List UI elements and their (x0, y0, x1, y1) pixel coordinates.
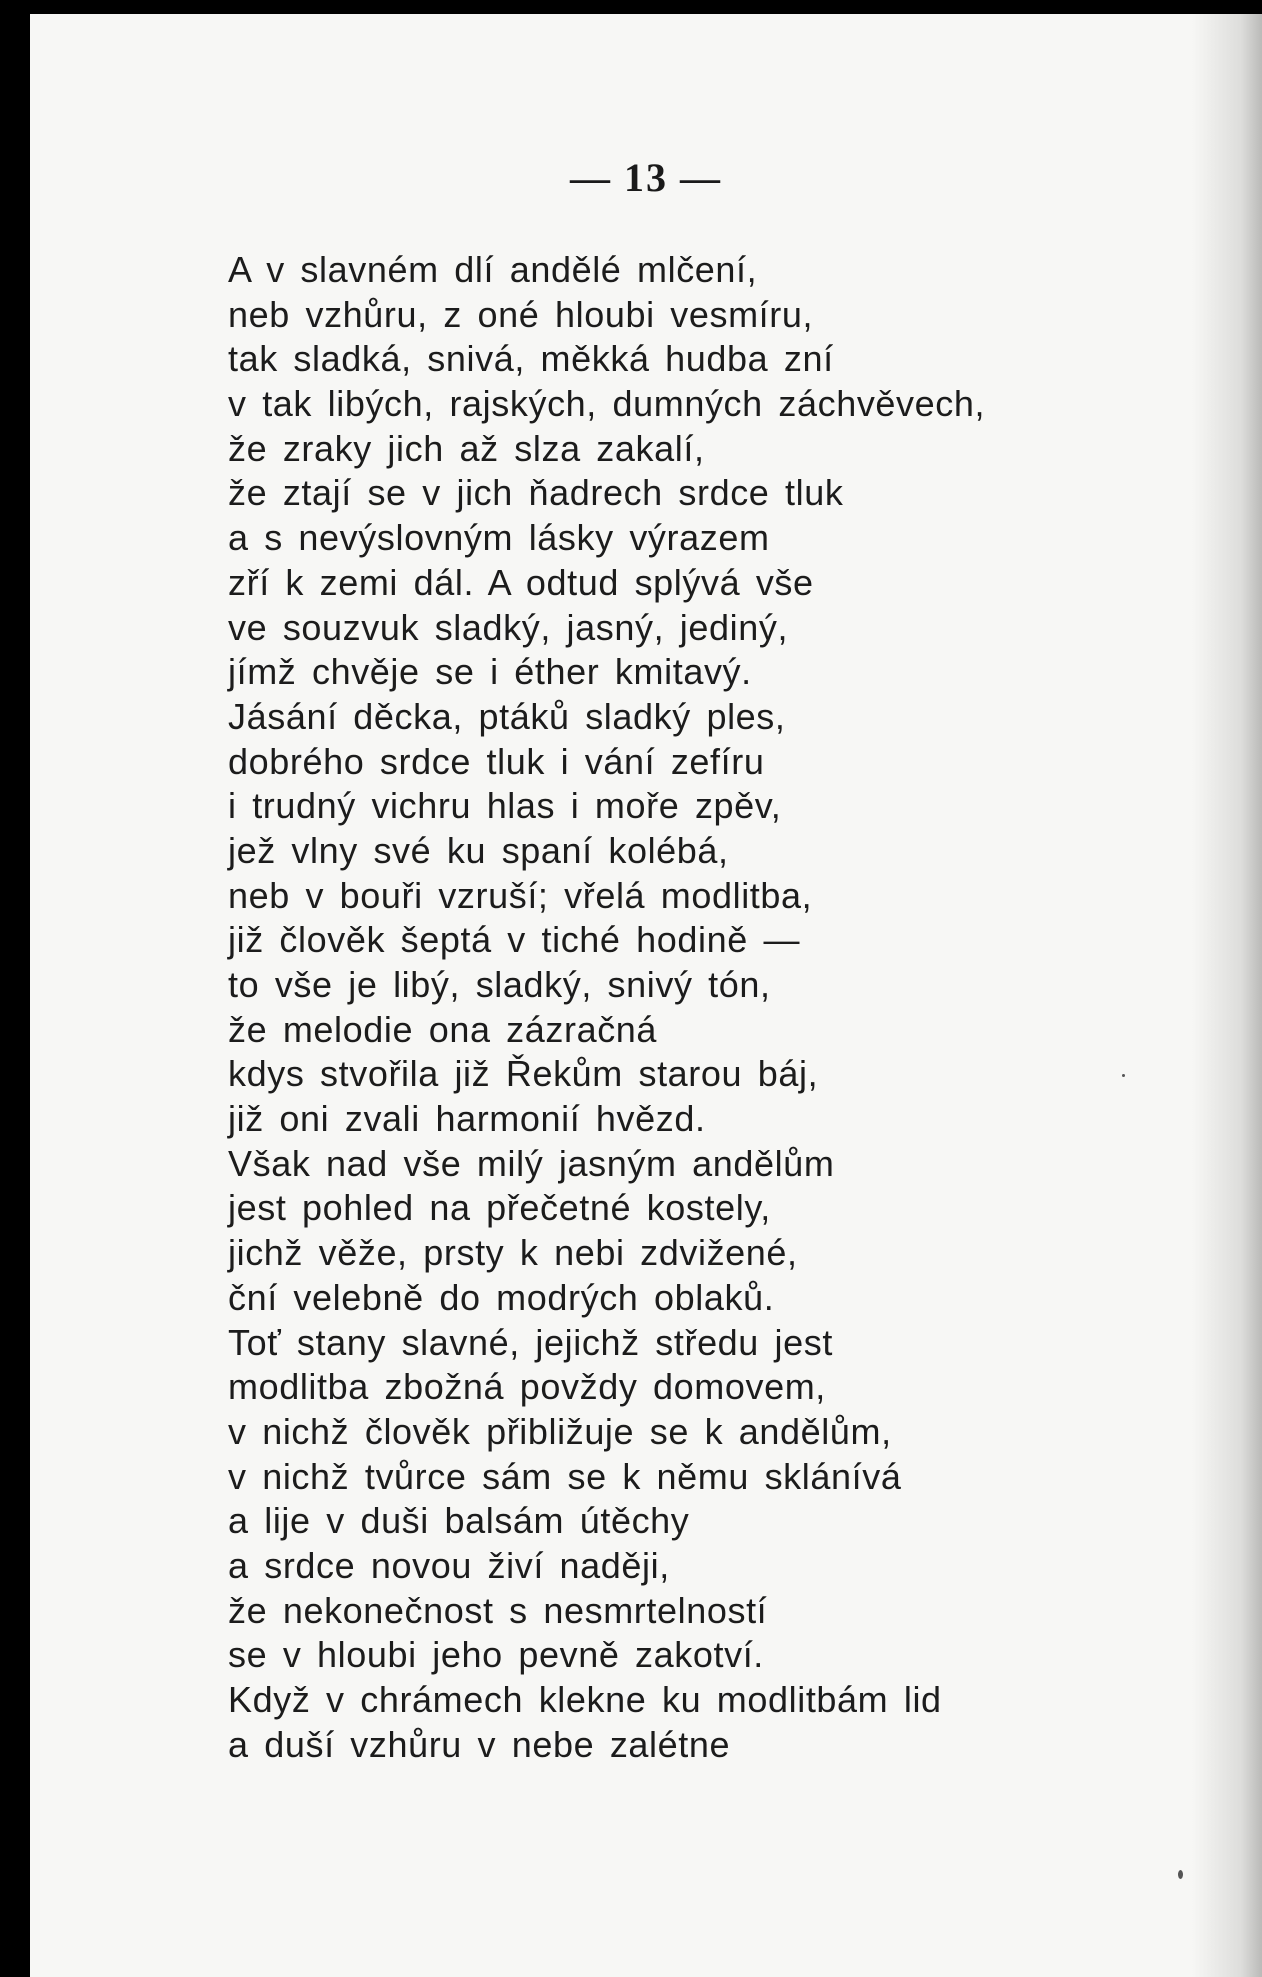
poem-line: kdys stvořila již Řekům starou báj, (228, 1053, 819, 1095)
poem-line: dobrého srdce tluk i vání zefíru (228, 740, 765, 782)
book-page (30, 14, 1262, 1977)
poem-line: v tak libých, rajských, dumných záchvěvech, (228, 383, 986, 425)
poem-line: neb vzhůru, z oné hloubi vesmíru, (228, 293, 814, 335)
poem-line: Toť stany slavné, jejichž středu jest (228, 1321, 833, 1363)
poem-line: jež vlny své ku spaní kolébá, (228, 829, 729, 871)
poem-line: Když v chrámech klekne ku modlitbám lid (228, 1679, 942, 1720)
poem-line: ve souzvuk sladký, jasný, jediný, (228, 606, 789, 648)
poem-line: jest pohled na přečetné kostely, (228, 1187, 771, 1229)
poem-line: a lije v duši balsám útěchy (228, 1500, 690, 1542)
poem-line: modlitba zbožná povždy domovem, (228, 1366, 826, 1408)
poem-line: zří k zemi dál. A odtud splývá vše (228, 561, 814, 603)
poem-line: jímž chvěje se i éther kmitavý. (228, 651, 752, 693)
poem-line: již člověk šeptá v tiché hodině — (228, 919, 801, 961)
page-number: — 13 — (570, 155, 722, 200)
poem-line: Však nad vše milý jasným andělům (228, 1142, 835, 1184)
poem-line: a srdce novou živí naději, (228, 1544, 670, 1586)
print-speck (1178, 1870, 1183, 1879)
poem-line: že ztají se v jich ňadrech srdce tluk (228, 472, 844, 514)
poem-line: to vše je libý, sladký, snivý tón, (228, 964, 771, 1005)
poem-line: tak sladká, snivá, měkká hudba zní (228, 338, 834, 380)
poem-line: v nichž tvůrce sám se k němu sklánívá (228, 1455, 902, 1497)
poem-line: A v slavném dlí andělé mlčení, (228, 249, 758, 290)
poem-line: neb v bouři vzruší; vřelá modlitba, (228, 874, 813, 916)
poem-line: že nekonečnost s nesmrtelností (228, 1589, 768, 1631)
poem-line: v nichž člověk přibližuje se k andělům, (228, 1410, 892, 1452)
poem-line: již oni zvali harmonií hvězd. (228, 1098, 706, 1140)
poem-line: ční velebně do modrých oblaků. (228, 1276, 775, 1318)
poem-line: i trudný vichru hlas i moře zpěv, (228, 785, 782, 827)
poem-line: Jásání děcka, ptáků sladký ples, (228, 695, 786, 737)
poem-line: že melodie ona zázračná (228, 1008, 658, 1050)
page-gutter-edge (6, 0, 10, 1977)
poem-text (228, 248, 1228, 1767)
poem-line: a s nevýslovným lásky výrazem (228, 517, 770, 559)
poem-line: se v hloubi jeho pevně zakotví. (228, 1634, 764, 1676)
print-speck (1122, 1074, 1125, 1077)
poem-line: a duší vzhůru v nebe zalétne (228, 1723, 731, 1765)
poem-line: že zraky jich až slza zakalí, (228, 427, 705, 469)
poem-line: jichž věže, prsty k nebi zdvižené, (228, 1232, 798, 1274)
